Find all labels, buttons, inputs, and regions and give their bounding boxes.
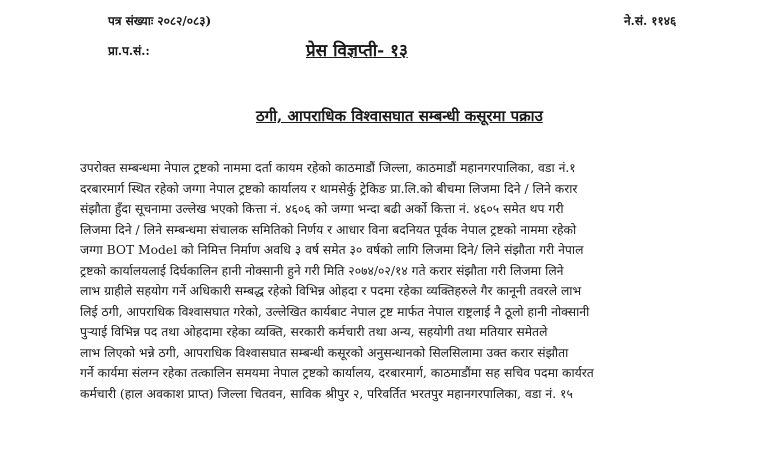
body-line: कर्मचारी (हाल अवकाश प्राप्त) जिल्ला चितवन, साविक श्रीपुर २, परिवर्तित भरतपुर महानगरपालिका, वडा नं. १५ — [80, 386, 573, 401]
body-line: जग्गा BOT Model को निमित्त निर्माण अवधि ३ वर्ष समेत ३० वर्षको लागि लिजमा दिने/ लिने संझौता गरी नेपाल — [80, 243, 584, 257]
body-line: गर्ने कार्यमा संलग्न रहेका तत्कालिन समयमा नेपाल ट्रष्टको कार्यालय, दरबारमार्ग, काठमाडौंमा सह सचिव पदमा कार्यरत — [80, 366, 594, 380]
nepal-sambat-number: ने.सं. ११४६ — [624, 14, 677, 28]
body-line: लिजमा दिने / लिने सम्बन्धमा संचालक समितिको निर्णय र आधार विना बदनियत पूर्वक नेपाल ट्रष्टको नाममा रहेको — [80, 222, 577, 237]
body-line: लाभ ग्राहीले सहयोग गर्ने अधिकारी सम्बद्ध रहेको विभिन्न ओहदा र पदमा रहेका व्यक्तिहरुले गैर कानूनी तवरले लाभ — [80, 284, 582, 298]
body-line: ट्रष्टको कार्यालयलाई दिर्घकालिन हानी नोक्सानी हुने गरी मिति २०७४/०२/१४ गते करार संझौता गरी लिजमा लिने — [80, 263, 564, 278]
body-line: संझौता हुँदा सूचनामा उल्लेख भएको कित्ता नं. ४६०६ को जग्गा भन्दा बढी अर्को कित्ता नं. ४६०५ समेत थप गरी — [80, 202, 564, 216]
body-line: उपरोक्त सम्बन्धमा नेपाल ट्रष्टको नाममा दर्ता कायम रहेको काठमाडौं जिल्ला, काठमाडौं महानगरपालिका, वडा नं.१ — [80, 161, 576, 175]
body-line: पुऱ्याई विभिन्न पद तथा ओहदामा रहेका व्यक्ति, सरकारी कर्मचारी तथा अन्य, सहयोगी तथा मतियार समेतले — [80, 325, 548, 339]
body-text — [80, 158, 742, 404]
body-line: लिई ठगी, आपराधिक विश्वासघात गरेको, उल्लेखित कार्यबाट नेपाल ट्रष्ट मार्फत नेपाल राष्ट्रलाई नै ठूलो हानी नोक्सानी — [80, 304, 590, 319]
reference-number: पत्र संख्याः २०८२/०८३) — [108, 14, 212, 28]
body-line: लाभ लिएको भन्ने ठगी, आपराधिक विश्वासघात सम्बन्धी कसूरको अनुसन्धानको सिलसिलामा उक्त करार संझौता — [80, 345, 569, 360]
body-line: दरबारमार्ग स्थित रहेको जग्गा नेपाल ट्रष्टको कार्यालय र थामसेर्कु ट्रेकिङ प्रा.लि.को बीचमा लिजमा दिने / लिने करार — [80, 181, 578, 196]
pps-number-label: प्रा.प.सं.: — [108, 44, 150, 58]
press-release-title: प्रेस विज्ञप्ती- १३ — [306, 41, 408, 61]
headline: ठगी, आपराधिक विश्वासघात सम्बन्धी कसूरमा पक्राउ — [256, 107, 543, 125]
